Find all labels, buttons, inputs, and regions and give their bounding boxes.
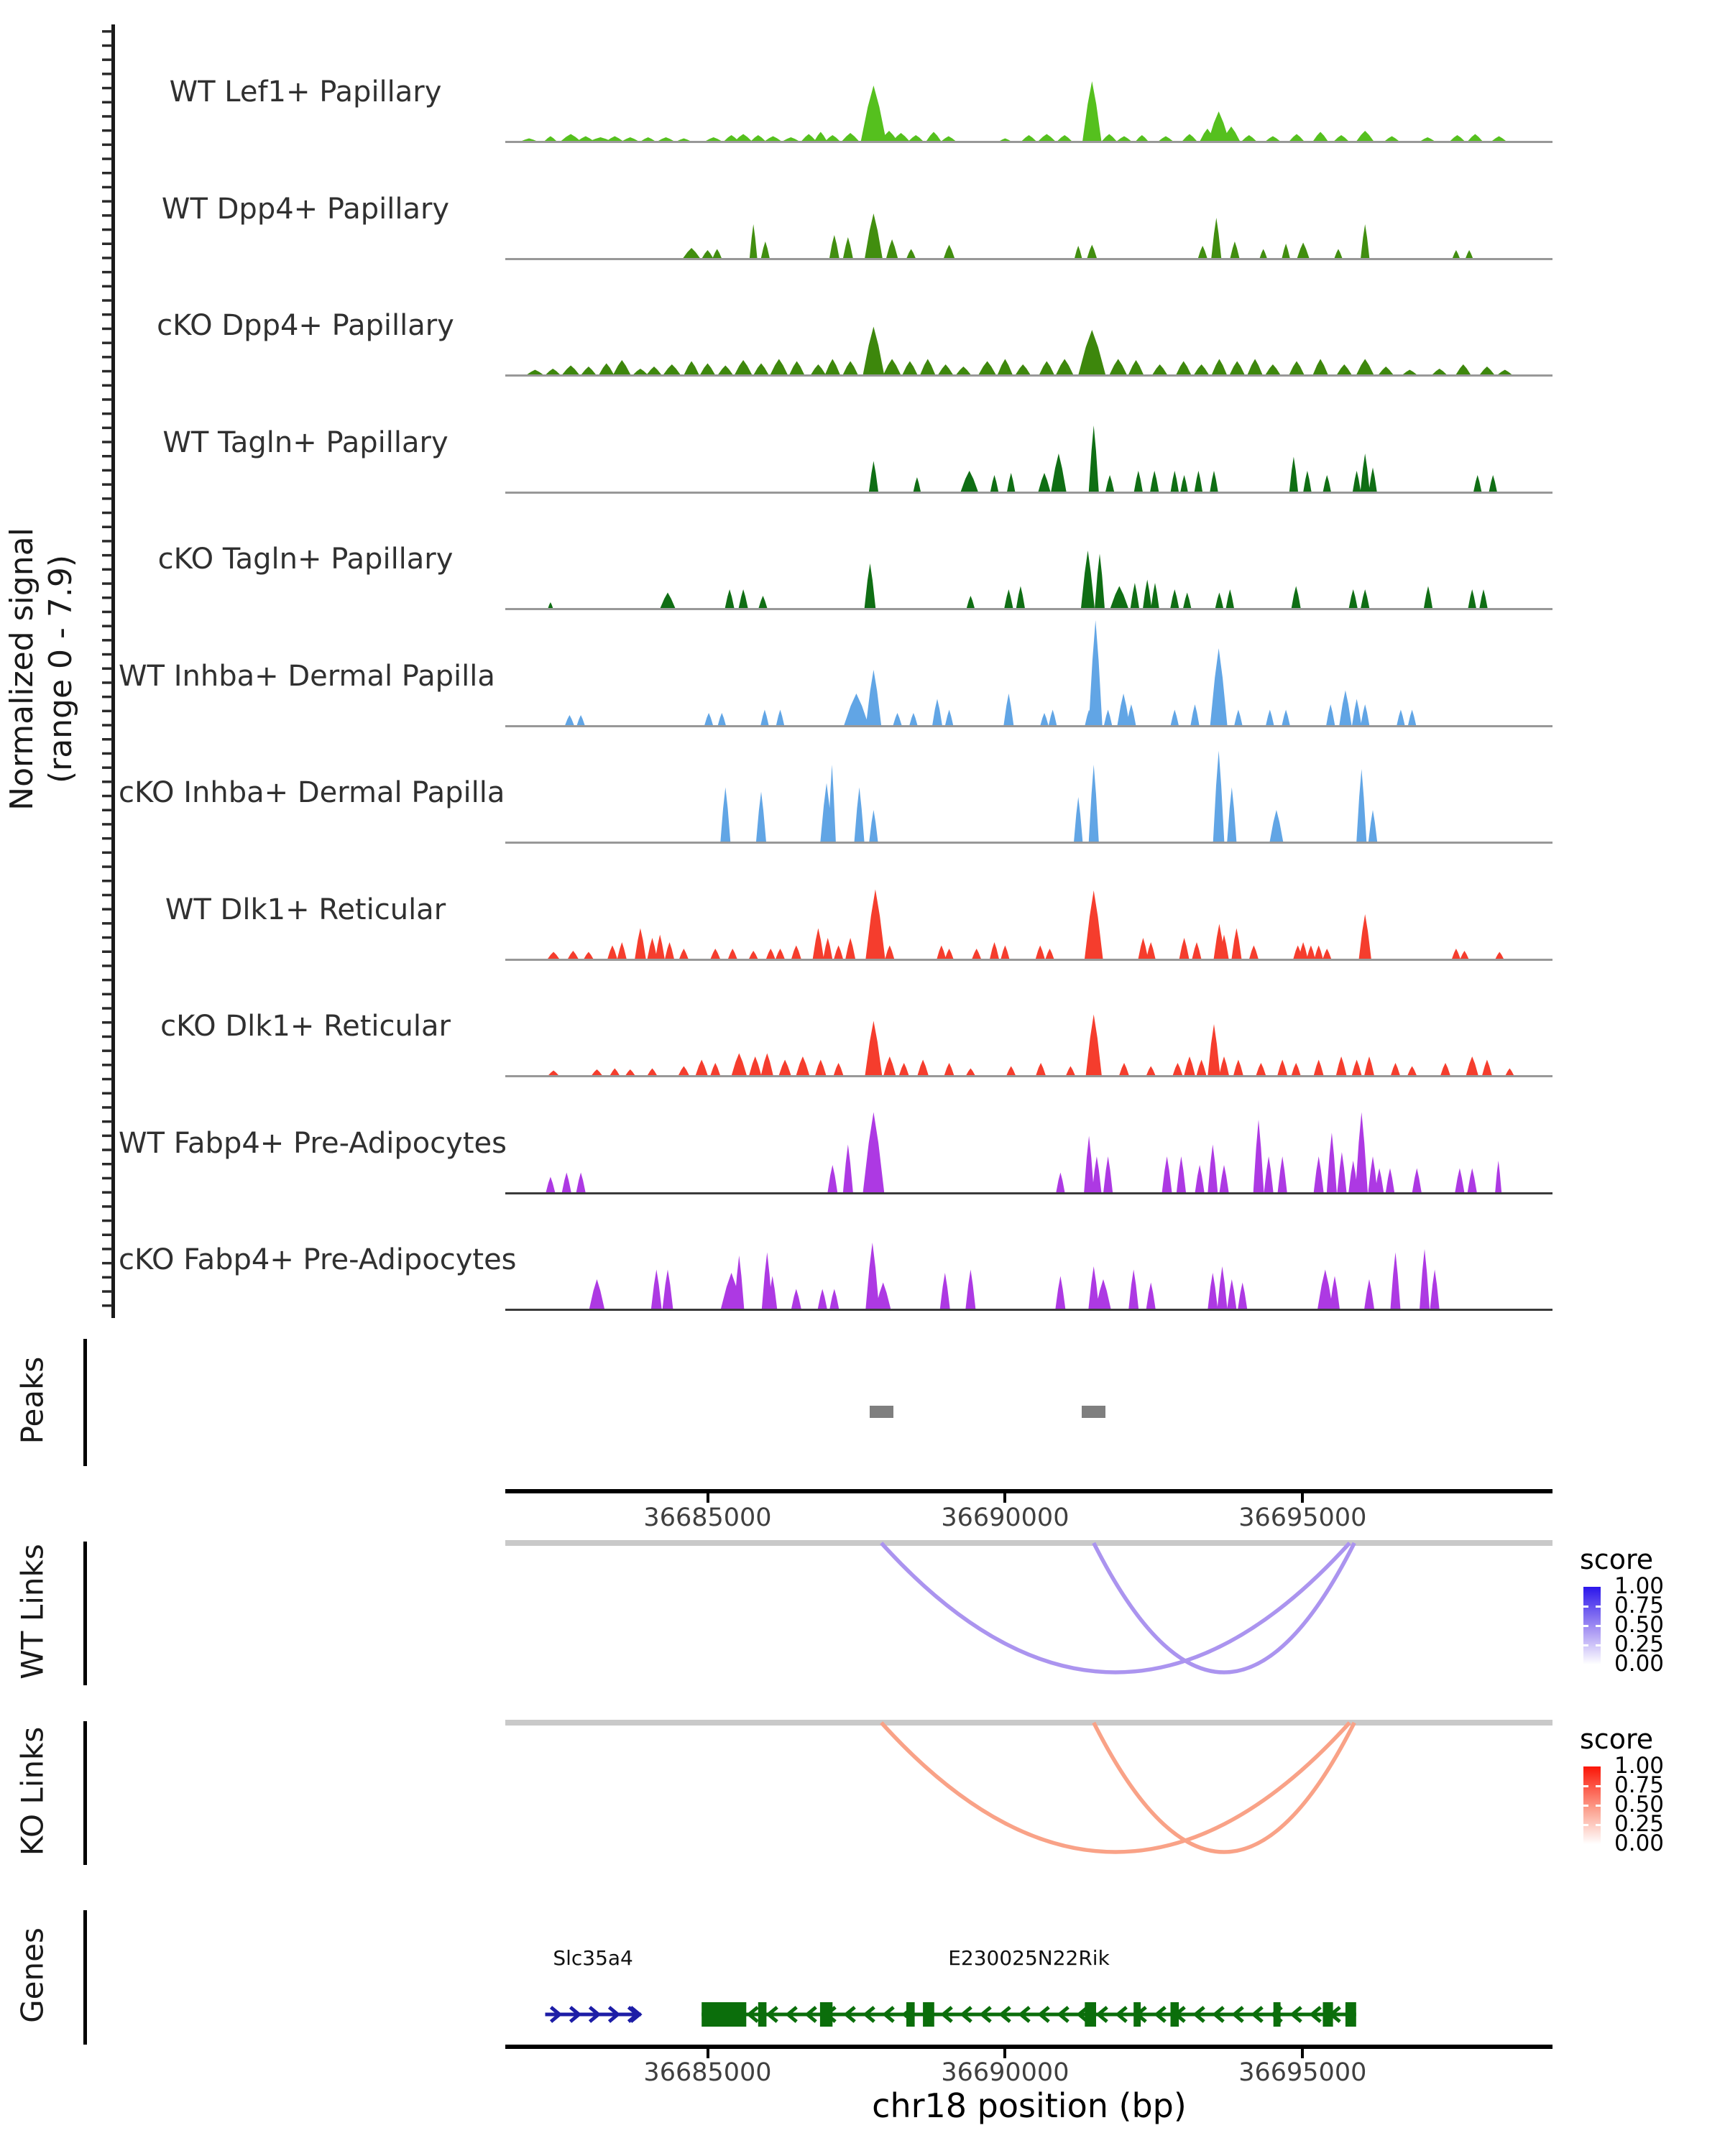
- track-baseline: [505, 141, 1552, 143]
- wt-links-legend-tick-mark: [1596, 1644, 1601, 1646]
- wt-links-legend-tick-label: 1.00: [1614, 1573, 1665, 1599]
- wt-links-arc: [1094, 1543, 1355, 1672]
- track-label: cKO Fabp4+ Pre-Adipocytes: [119, 1243, 517, 1276]
- bottom-axis-tick-label: 36695000: [1238, 2058, 1367, 2087]
- track-baseline: [505, 1309, 1552, 1311]
- ko-links-legend-tick-label: 0.75: [1614, 1772, 1665, 1798]
- peaks-axis-tick: [1301, 1493, 1304, 1503]
- track-label: WT Inhba+ Dermal Papilla: [119, 659, 495, 693]
- gene-name-label: Slc35a4: [553, 1946, 633, 1970]
- ko-links-legend-tick-mark: [1583, 1785, 1588, 1787]
- gene-exon: [820, 2002, 832, 2027]
- peak-interval: [870, 1406, 893, 1418]
- gene-exon: [758, 2002, 767, 2027]
- signal-track-10: [505, 1084, 1552, 1197]
- x-axis-title: chr18 position (bp): [872, 2086, 1187, 2125]
- track-baseline: [505, 1075, 1552, 1077]
- track-label: WT Tagln+ Papillary: [162, 425, 448, 459]
- wt-links-baseline: [505, 1540, 1552, 1546]
- signal-area: [565, 620, 1417, 726]
- gene-exon: [1085, 2002, 1096, 2027]
- peaks-label: Peaks: [14, 1356, 50, 1445]
- wt-links-legend-tick-mark: [1596, 1606, 1601, 1608]
- ko-links-legend-tick-mark: [1596, 1805, 1601, 1807]
- wt-links-legend-tick-mark: [1596, 1625, 1601, 1627]
- signal-area: [720, 751, 1377, 843]
- track-baseline: [505, 374, 1552, 377]
- ko-links-legend-tick-label: 0.50: [1614, 1792, 1665, 1818]
- signal-track-8: [505, 851, 1552, 963]
- signal-track-4: [505, 384, 1552, 496]
- track-label: cKO Tagln+ Papillary: [157, 543, 454, 576]
- gene-exon: [1171, 2002, 1179, 2027]
- ko-links-legend-tick-mark: [1583, 1805, 1588, 1807]
- peaks-axis-line: [505, 1489, 1552, 1493]
- track-label: cKO Dpp4+ Papillary: [157, 309, 454, 342]
- ko-links-legend-title: score: [1580, 1723, 1654, 1755]
- ko-links-legend-tick-mark: [1596, 1785, 1601, 1787]
- track-baseline: [505, 258, 1552, 260]
- track-label: cKO Inhba+ Dermal Papilla: [119, 776, 505, 809]
- track-label: cKO Dlk1+ Reticular: [160, 1010, 451, 1043]
- track-baseline: [505, 842, 1552, 844]
- peaks-axis-tick: [1003, 1493, 1006, 1503]
- peaks-bracket: [83, 1339, 87, 1466]
- peaks-axis-tick-label: 36690000: [941, 1503, 1070, 1532]
- wt-links-legend-tick-label: 0.50: [1614, 1612, 1665, 1638]
- genes-bracket: [83, 1910, 87, 2045]
- wt-links-legend-tick-mark: [1583, 1644, 1588, 1646]
- gene-exon: [906, 2002, 915, 2027]
- wt-links-legend-tick-label: 0.75: [1614, 1593, 1665, 1618]
- signal-track-2: [505, 150, 1552, 262]
- wt-links-legend-tick-label: 0.00: [1614, 1651, 1665, 1677]
- wt-links-legend-tick-label: 0.25: [1614, 1631, 1665, 1657]
- signal-track-9: [505, 967, 1552, 1079]
- signal-area: [548, 550, 1488, 609]
- wt-links-bracket: [83, 1542, 87, 1685]
- signal-area: [520, 81, 1507, 142]
- signal-track-11: [505, 1201, 1552, 1313]
- genes-label: Genes: [14, 1927, 50, 2023]
- signal-track-5: [505, 500, 1552, 612]
- gene-exon: [923, 2002, 934, 2027]
- signal-area: [869, 425, 1497, 492]
- ko-links-legend-tick-label: 1.00: [1614, 1753, 1665, 1779]
- signal-track-6: [505, 617, 1552, 729]
- gene-exon: [1133, 2002, 1141, 2027]
- track-baseline: [505, 725, 1552, 727]
- ko-links-legend-tick-label: 0.00: [1614, 1830, 1665, 1856]
- wt-links-legend-title: score: [1580, 1544, 1654, 1575]
- gene-exon: [1274, 2002, 1281, 2027]
- ko-links-arc: [1094, 1723, 1355, 1852]
- track-baseline: [505, 959, 1552, 961]
- bottom-axis-tick-label: 36685000: [643, 2058, 772, 2087]
- wt-links-label: WT Links: [14, 1544, 50, 1680]
- wt-links-panel: [505, 1540, 1552, 1705]
- bottom-axis-tick-label: 36690000: [941, 2058, 1070, 2087]
- peaks-axis-tick-label: 36685000: [643, 1503, 772, 1532]
- peak-interval: [1082, 1406, 1105, 1418]
- signal-track-7: [505, 734, 1552, 846]
- ko-links-baseline: [505, 1720, 1552, 1726]
- signal-track-1: [505, 33, 1552, 145]
- wt-links-arc: [881, 1543, 1350, 1672]
- y-axis-title-line2: (range 0 - 7.9): [42, 554, 79, 784]
- ko-links-legend-tick-label: 0.25: [1614, 1811, 1665, 1837]
- signal-track-3: [505, 267, 1552, 379]
- gene-exon: [1323, 2002, 1333, 2027]
- y-axis-spine: [93, 22, 122, 1319]
- track-label: WT Dpp4+ Papillary: [161, 192, 450, 226]
- track-label: WT Dlk1+ Reticular: [165, 893, 446, 926]
- ko-links-bracket: [83, 1721, 87, 1865]
- ko-links-label: KO Links: [14, 1726, 50, 1856]
- signal-area: [683, 213, 1473, 259]
- gene-name-label: E230025N22Rik: [948, 1946, 1110, 1970]
- ko-links-panel: [505, 1720, 1552, 1885]
- track-baseline: [505, 1192, 1552, 1194]
- ko-links-legend-tick-mark: [1596, 1824, 1601, 1826]
- gene-body: [702, 2013, 1356, 2017]
- wt-links-legend-tick-mark: [1583, 1625, 1588, 1627]
- signal-area: [589, 1243, 1440, 1309]
- peaks-axis-tick-label: 36695000: [1238, 1503, 1367, 1532]
- signal-area: [547, 889, 1504, 959]
- track-baseline: [505, 492, 1552, 494]
- y-axis-title-line1: Normalized signal: [4, 528, 40, 811]
- signal-area: [548, 1015, 1514, 1077]
- signal-area: [526, 327, 1513, 376]
- gene-exon: [702, 2002, 746, 2027]
- ko-links-legend-tick-mark: [1583, 1824, 1588, 1826]
- signal-area: [546, 1112, 1501, 1193]
- ko-links-arc: [881, 1723, 1350, 1852]
- peaks-axis-tick: [707, 1493, 709, 1503]
- y-axis-title: [3, 310, 80, 1028]
- gene-exon: [1346, 2002, 1356, 2027]
- track-label: WT Fabp4+ Pre-Adipocytes: [119, 1126, 507, 1160]
- wt-links-legend-tick-mark: [1583, 1606, 1588, 1608]
- track-label: WT Lef1+ Papillary: [169, 75, 442, 109]
- track-baseline: [505, 608, 1552, 610]
